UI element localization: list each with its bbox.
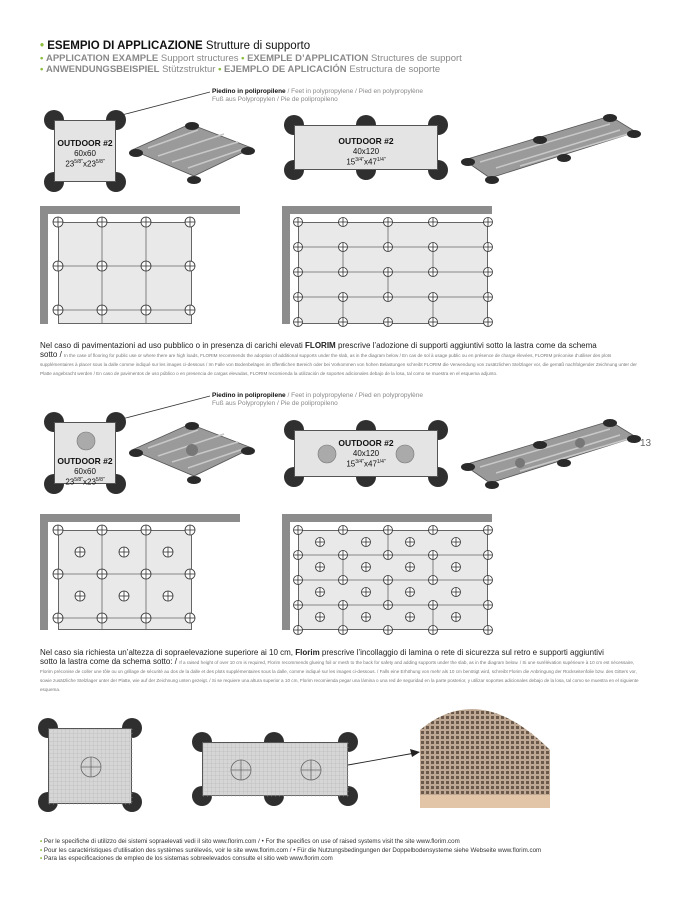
header-subtitle-de-es: • ANWENDUNGSBEISPIEL Stützstruktur • EJEMPLO DE APLICACIÓN Estructura de soporte	[40, 64, 441, 75]
page-number: 13	[640, 438, 652, 449]
paragraph-public-use: Nel caso di pavimentazioni ad uso pubblico o in presenza di carichi elevati FLORIM prescrive l’adozione di supporti aggiuntivi sotto la lastra come da schema sotto / In the case of flooring for public use or where there are high loads, FLORIM recommends the adoption of additional supports under the slab, as in the diagram below / En cas de sol à usage public ou en présence de charge élevées, FLORIM préconise d’utiliser des plots supplémentaires à placer sous la dalle comme indiqué sur les images ci-dessous / Im Falle von Bodenbelägen im öffentlichen Bereich oder bei Vorkommen von hohen Belastungen schreibt FLORIM die Verwendung von zusätzlichen Stelzlager vor, die gemäß nachfolgender Zeichnung unter der Platte angebracht werden / En caso de pavimentos de uso público o en presencia de cargas elevadas, FLORIM recomienda la utilización de soportes adicionales debajo de la losa, tal como se muestra en el esquema adjunto.	[40, 341, 637, 376]
tile-label: OUTDOOR #2 40x120 $15^{3/4"}x47^{1/4"}$	[338, 438, 394, 469]
tile-label: OUTDOOR #2 60x60 $23^{5/8"}x23^{5/8"}$	[57, 456, 113, 487]
tile-label: OUTDOOR #2 60x60 $23^{5/8"}x23^{5/8"}$	[57, 138, 113, 169]
piedino-caption-1: Piedino in polipropilene / Feet in polypropylene / Pied en polypropylène Fuß aus Polypropylen / Pie de polipropileno	[212, 88, 423, 103]
tile-label: OUTDOOR #2 40x120 $15^{3/4"}x47^{1/4"}$	[338, 136, 394, 167]
mesh-detail-photo	[420, 700, 550, 810]
footer-note: • Per le specifiche di utilizzo dei sistemi sopraelevati vedi il sito www.florim.com / • For the specifics on use of raised systems visit the site www.florim.com	[40, 838, 460, 845]
footer-note: • Para las especificaciones de empleo de los sistemas sobreelevados consulte el sitio web www.florim.com	[40, 855, 333, 863]
piedino-caption-2: Piedino in polipropilene / Feet in polypropylene / Pied en polypropylène Fuß aus Polypropylen / Pie de polipropileno	[212, 392, 423, 407]
header-title: • ESEMPIO DI APPLICAZIONE Strutture di supporto	[40, 40, 311, 52]
footer-note: • Pour les caractéristiques d’utilisation des systèmes surélevés, voir le site www.florim.com / • Für die Nutzungsbedingungen der Doppelbodensysteme siehe Webseite www.florim.com	[40, 846, 542, 854]
paragraph-raised-height: Nel caso sia richiesta un’altezza di sopraelevazione superiore ai 10 cm, Florim prescrive l’incollaggio di lamina o rete di sicurezza sul retro e supporti aggiuntivi sotto la lastra come da schema sotto: / If a raised height of over 10 cm is required, Florim recommends glueing foil or mesh to the back for safety and adding supports under the slab, as in the diagram below. / Si une surélévation supérieure à 10 cm est nécessaire, Florim préconise de coller une tôle ou un grillage de sécurité au dos de la dalle et des plots supplémentaires sous la dalle, comme indiqué sur les images ci-dessous. / Falls eine Erhöhung von mehr als 10 cm benötigt wird, schreibt Florim die Anbringung der Rückseitenfolie bzw. des Gitters vor, sowie zusätzliche Stelzlager unter der Platte, wie auf der Zeichnung unten gezeigt. / Si se requiere una altura superior a 10 cm, Florim recomienda pegar una lámina o una red de seguridad en la parte posterior, y utilizar soportes adicionales debajo de la losa, tal como se muestra en el siguiente esquema.	[40, 648, 639, 692]
header-subtitle-en-fr: • APPLICATION EXAMPLE Support structures • EXEMPLE D’APPLICATION Structures de support	[40, 53, 462, 64]
footer-notes	[40, 838, 541, 864]
